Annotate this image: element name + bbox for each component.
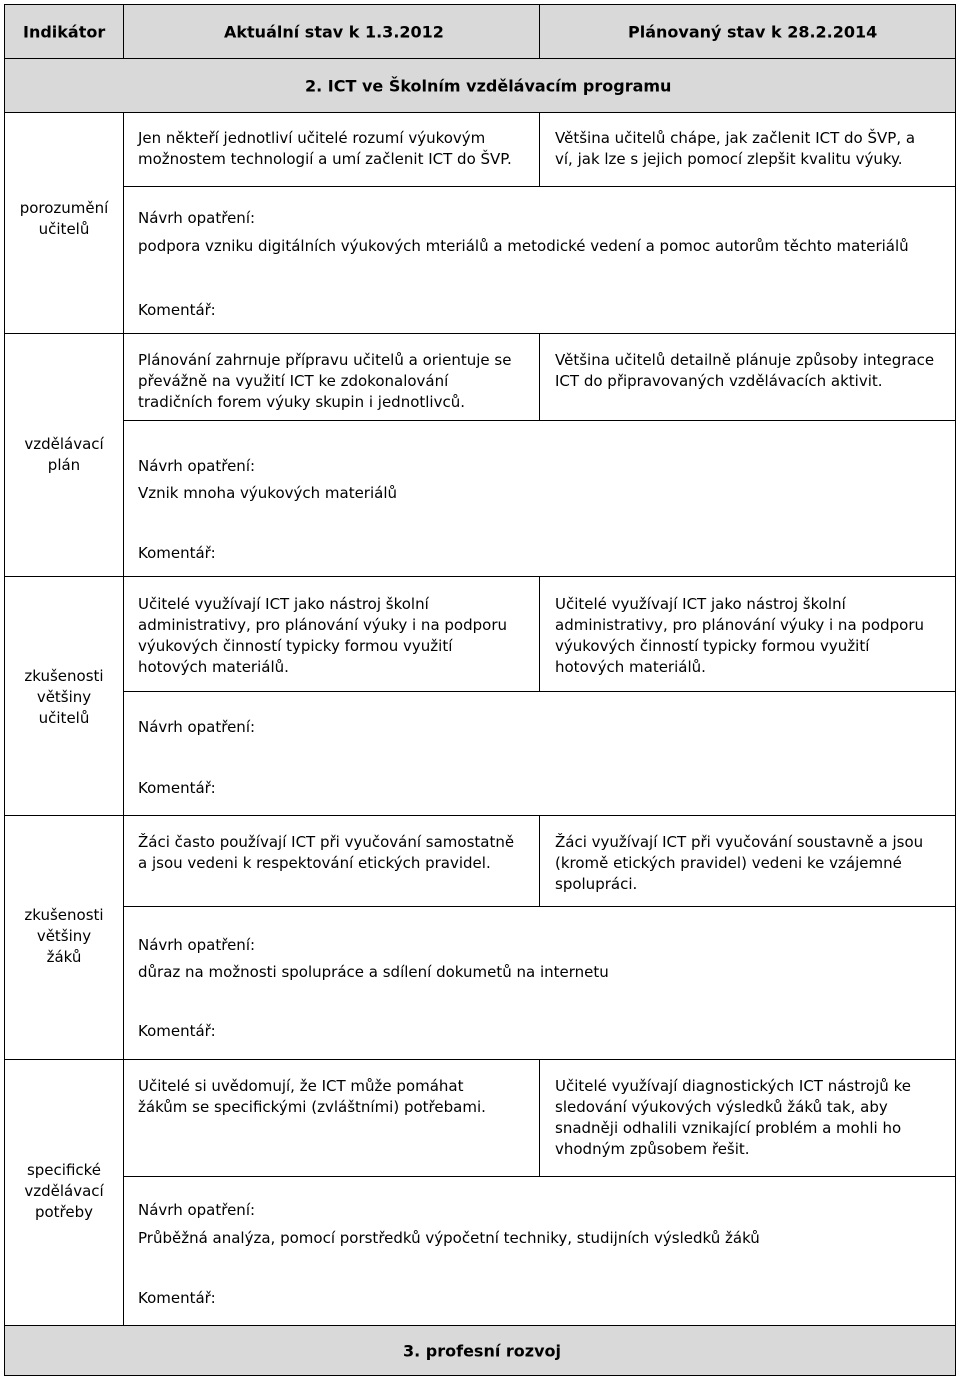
row-4-navrh-label: Návrh opatření: [138,936,256,954]
section-3-title-cell [4,1325,956,1376]
row-3-measure-cell [123,691,956,816]
row-5-planned-text: Učitelé využívají diagnostických ICT nástrojů ke sledování výukových výsledků žáků tak, aby snadněji odhalili vznikající problém a mohli ho vhodným způsobem řešit. [555,1077,911,1158]
row-5-komentar-label: Komentář: [138,1289,216,1307]
header-cell-indicator [4,4,124,59]
row-5-measure-text: Průběžná analýza, pomocí porstředků výpočetní techniky, studijních výsledků žáků [138,1229,760,1247]
indicator-table [4,4,956,1376]
row-1-measure-text: podpora vzniku digitálních výukových mteriálů a metodické vedení a pomoc autorům těchto materiálů [138,237,909,255]
row-2-measure-text: Vznik mnoha výukových materiálů [138,484,398,502]
row-5-indicator-label: specifické vzdělávací potřeby [24,1161,104,1221]
row-2-current-text: Plánování zahrnuje přípravu učitelů a orientuje se převážně na využití ICT ke zdokonalování tradičních forem výuky skupin i jednotlivců. [138,351,512,411]
header-cell-planned [539,4,956,59]
row-4-measure-text: důraz na možnosti spolupráce a sdílení dokumetů na internetu [138,963,609,981]
row-1-komentar-label: Komentář: [138,301,216,319]
row-1-planned-text: Většina učitelů chápe, jak začlenit ICT do ŠVP, a ví, jak lze s jejich pomocí zlepšit kvalitu výuky. [555,129,916,168]
row-4-current-text: Žáci často používají ICT při vyučování samostatně a jsou vedeni k respektování etických pravidel. [138,833,515,872]
header-current-label: Aktuální stav k 1.3.2012 [224,22,444,41]
row-4-indicator-label: zkušenosti většiny žáků [24,906,104,966]
row-4-komentar-label: Komentář: [138,1022,216,1040]
row-4-measure-cell [123,906,956,1060]
row-3-navrh-label: Návrh opatření: [138,718,256,736]
section-2-title-cell [4,58,956,113]
header-planned-label: Plánovaný stav k 28.2.2014 [628,22,878,41]
row-3-current-text: Učitelé využívají ICT jako nástroj školní administrativy, pro plánování výuky i na podporu výukových činností typicky formou využití hotových materiálů. [138,595,507,676]
header-indicator-label: Indikátor [23,22,106,41]
row-2-indicator-label: vzdělávací plán [24,435,104,474]
row-3-indicator-label: zkušenosti většiny učitelů [24,667,104,727]
section-2-title: 2. ICT ve Školním vzdělávacím programu [305,76,672,95]
row-5-current-text: Učitelé si uvědomují, že ICT může pomáhat žákům se specifickými (zvláštními) potřebami. [138,1077,486,1116]
section-3-title: 3. profesní rozvoj [403,1341,561,1360]
row-3-planned-text: Učitelé využívají ICT jako nástroj školní administrativy, pro plánování výuky i na podporu výukových činností typicky formou využití hotových materiálů. [555,595,924,676]
row-1-navrh-label: Návrh opatření: [138,209,256,227]
row-4-planned-text: Žáci využívají ICT při vyučování soustavně a jsou (kromě etických pravidel) vedeni ke vzájemné spolupráci. [555,833,924,893]
row-5-measure-cell [123,1176,956,1326]
row-2-navrh-label: Návrh opatření: [138,457,256,475]
row-5-navrh-label: Návrh opatření: [138,1201,256,1219]
row-2-planned-text: Většina učitelů detailně plánuje způsoby integrace ICT do připravovaných vzdělávacích aktivit. [555,351,935,390]
row-2-komentar-label: Komentář: [138,544,216,562]
header-cell-current [123,4,540,59]
row-1-indicator-label: porozumění učitelů [19,199,109,238]
row-1-current-text: Jen někteří jednotliví učitelé rozumí výukovým možnostem technologií a umí začlenit ICT do ŠVP. [138,129,512,168]
row-3-komentar-label: Komentář: [138,779,216,797]
